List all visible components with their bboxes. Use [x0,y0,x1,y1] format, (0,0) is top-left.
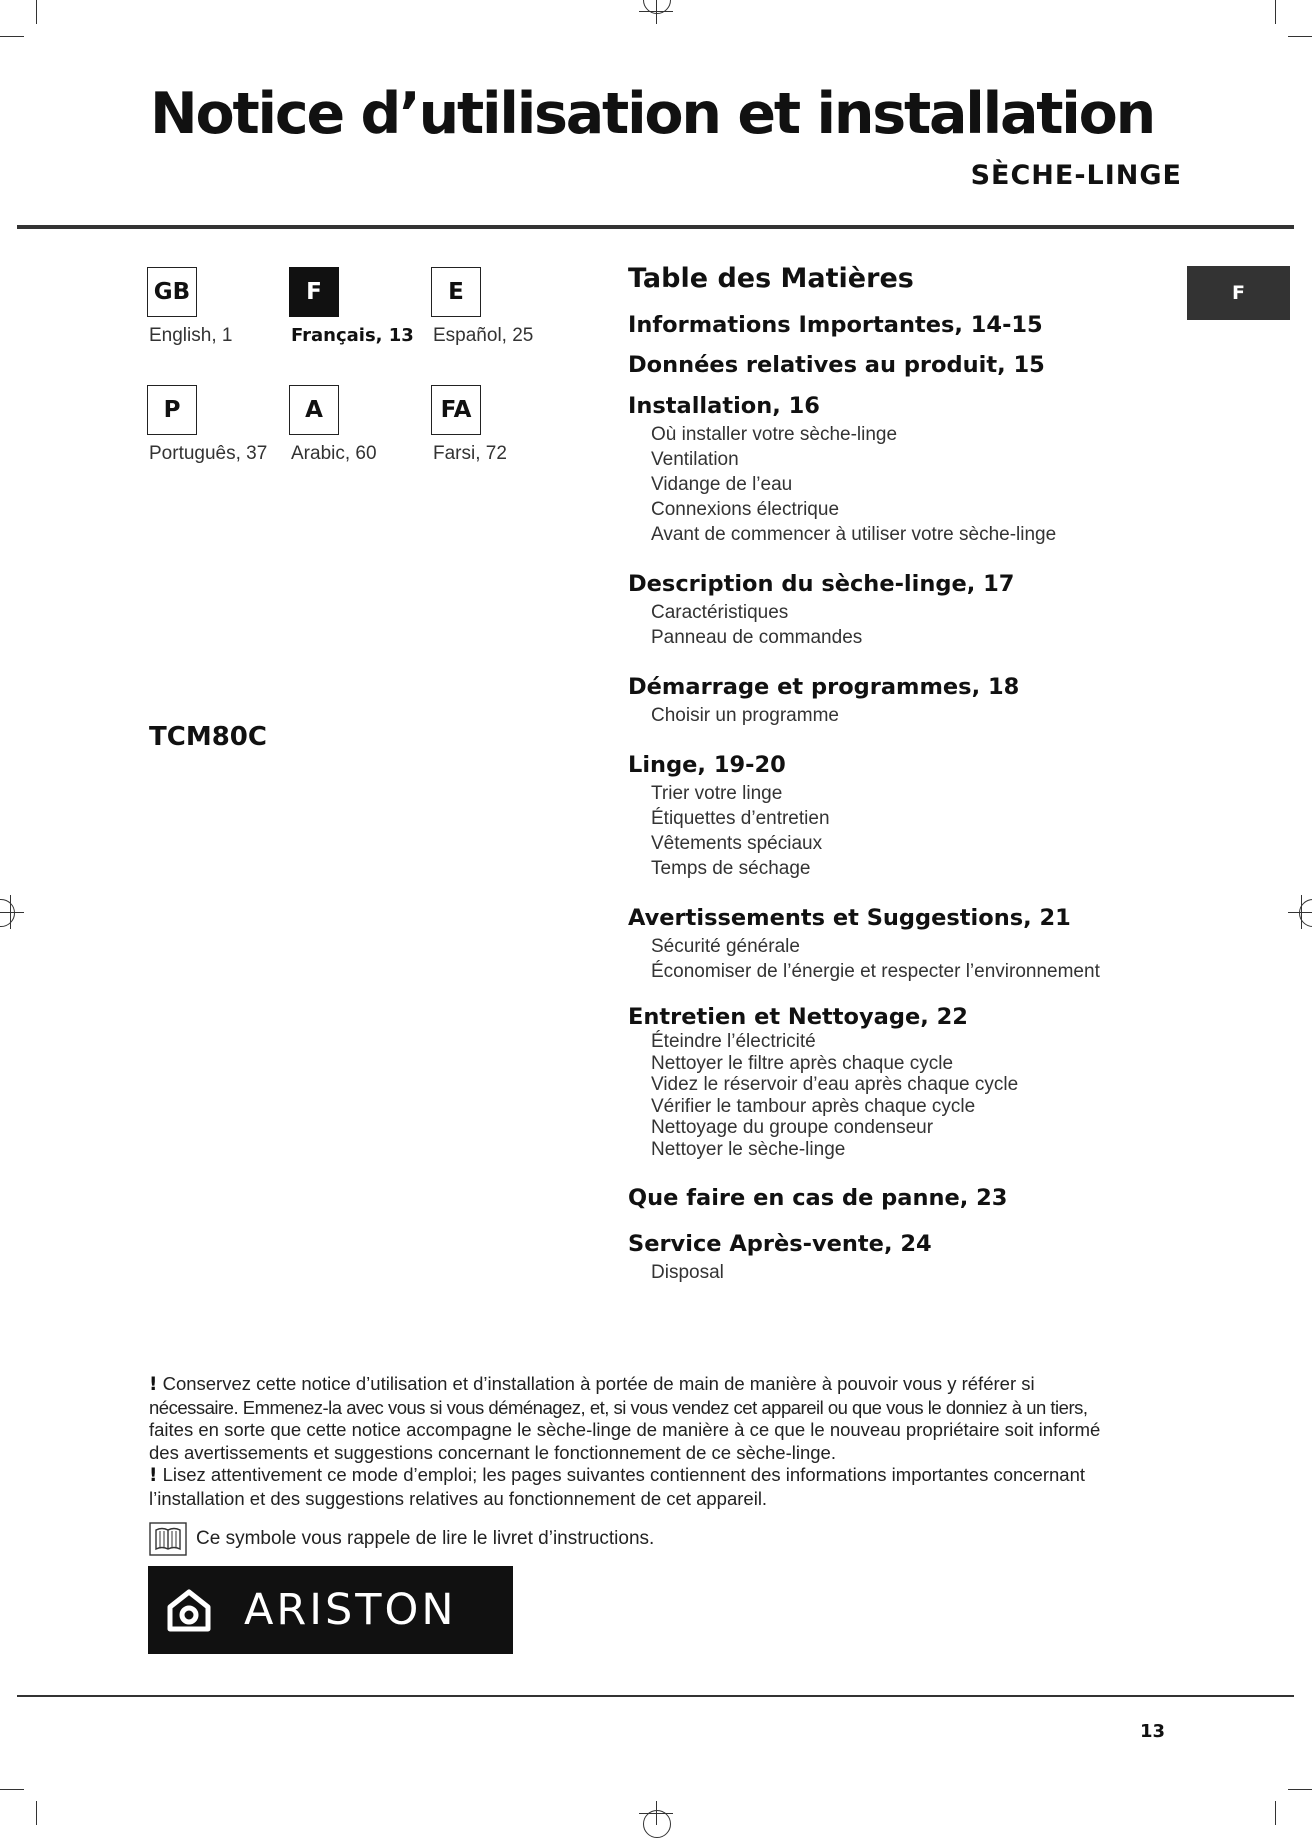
toc-section-donnees [628,350,1188,380]
bottom-divider [17,1695,1294,1697]
book-icon [149,1522,187,1556]
top-divider [17,225,1294,229]
note-keep-manual [149,1373,1179,1464]
toc-heading[interactable]: Que faire en cas de panne, 23 [628,1184,1008,1211]
toc-section-description [628,569,1188,650]
table-of-contents [628,260,1188,1299]
toc-title: Table des Matières [628,263,914,294]
toc-section-service [628,1229,1188,1285]
note-read-manual [149,1464,1179,1510]
toc-item[interactable]: Vêtements spéciaux [651,833,823,854]
note-text: faites en sorte que cette notice accompagne le sèche-linge de manière à ce que le nouveau propriétaire soit informé [149,1419,1101,1441]
toc-item[interactable]: Où installer votre sèche-linge [651,424,898,445]
toc-item[interactable]: Caractéristiques [651,602,789,623]
toc-item[interactable]: Avant de commencer à utiliser votre sèche-linge [651,524,1057,545]
lang-box-a[interactable]: A [289,385,339,435]
toc-item[interactable]: Économiser de l’énergie et respecter l’environnement [651,961,1100,982]
toc-heading[interactable]: Données relatives au produit, 15 [628,352,1045,378]
toc-section-avertissements [628,903,1188,984]
note-text: Conservez cette notice d’utilisation et d’installation à portée de main de manière à pouvoir vous y référer si [162,1373,1035,1394]
toc-heading[interactable]: Entretien et Nettoyage, 22 [628,1004,968,1030]
toc-heading[interactable]: Installation, 16 [628,393,820,419]
toc-item[interactable]: Étiquettes d’entretien [651,808,830,829]
language-side-tab: F [1187,266,1290,320]
note-text: l’installation et des suggestions relatives au fonctionnement de cet appareil. [149,1487,768,1509]
toc-section-panne [628,1183,1188,1213]
toc-heading[interactable]: Linge, 19-20 [628,752,786,778]
lang-box-gb[interactable]: GB [147,267,197,317]
warning-mark: ! [149,1374,158,1395]
lang-label-e: Español, 25 [433,325,534,346]
toc-item[interactable]: Videz le réservoir d’eau après chaque cycle [651,1074,1019,1096]
house-icon [164,1585,214,1635]
toc-item[interactable]: Nettoyage du groupe condenseur [651,1117,934,1139]
warning-mark: ! [149,1465,158,1487]
symbol-text: Ce symbole vous rappele de lire le livret d’instructions. [196,1528,655,1549]
page-title: Notice d’utilisation et installation [150,81,1154,147]
lang-box-e[interactable]: E [431,267,481,317]
page-subtitle: SÈCHE-LINGE [970,160,1182,191]
toc-heading[interactable]: Démarrage et programmes, 18 [628,674,1020,700]
manual-symbol-row [149,1522,654,1556]
toc-item[interactable]: Choisir un programme [651,705,839,726]
lang-box-p[interactable]: P [147,385,197,435]
lang-label-a: Arabic, 60 [291,443,377,464]
lang-label-p: Português, 37 [149,443,268,464]
toc-section-entretien [628,1004,1188,1161]
lang-label-gb: English, 1 [149,325,233,346]
page-number: 13 [1140,1721,1166,1742]
toc-heading[interactable]: Description du sèche-linge, 17 [628,571,1015,597]
toc-item[interactable]: Panneau de commandes [651,627,863,648]
toc-item[interactable]: Éteindre l’électricité [651,1031,816,1052]
toc-item[interactable]: Disposal [651,1261,724,1283]
brand-name: ARISTON [244,1585,457,1635]
note-text: Lisez attentivement ce mode d’emploi; les pages suivantes contiennent des informations importantes concernant [162,1464,1086,1486]
toc-item[interactable]: Ventilation [651,449,739,470]
ariston-logo [148,1566,513,1654]
toc-item[interactable]: Temps de séchage [651,858,811,879]
toc-section-demarrage [628,672,1188,728]
toc-item[interactable]: Vidange de l’eau [651,474,793,495]
toc-section-informations [628,310,1188,340]
toc-item[interactable]: Vérifier le tambour après chaque cycle [651,1095,976,1117]
toc-heading[interactable]: Service Après-vente, 24 [628,1230,932,1257]
toc-item[interactable]: Nettoyer le sèche-linge [651,1138,846,1160]
toc-section-installation [628,391,1188,547]
toc-item[interactable]: Connexions électrique [651,499,840,520]
lang-label-f: Français, 13 [291,325,414,346]
toc-item[interactable]: Trier votre linge [651,783,783,804]
notes-block [149,1373,1179,1511]
toc-item[interactable]: Sécurité générale [651,936,800,957]
toc-item[interactable]: Nettoyer le filtre après chaque cycle [651,1052,954,1074]
toc-section-linge [628,750,1188,881]
lang-box-fa[interactable]: FA [431,385,481,435]
note-text: des avertissements et suggestions concernant le fonctionnement de ce sèche-linge. [149,1441,836,1463]
toc-heading[interactable]: Informations Importantes, 14-15 [628,312,1043,338]
note-text: nécessaire. Emmenez-la avec vous si vous déménagez, et, si vous vendez cet appareil ou que vous le donniez à un tiers, [149,1396,1088,1418]
model-number: TCM80C [149,722,267,752]
toc-heading[interactable]: Avertissements et Suggestions, 21 [628,905,1071,931]
lang-box-f[interactable]: F [289,267,339,317]
lang-label-fa: Farsi, 72 [433,443,507,464]
